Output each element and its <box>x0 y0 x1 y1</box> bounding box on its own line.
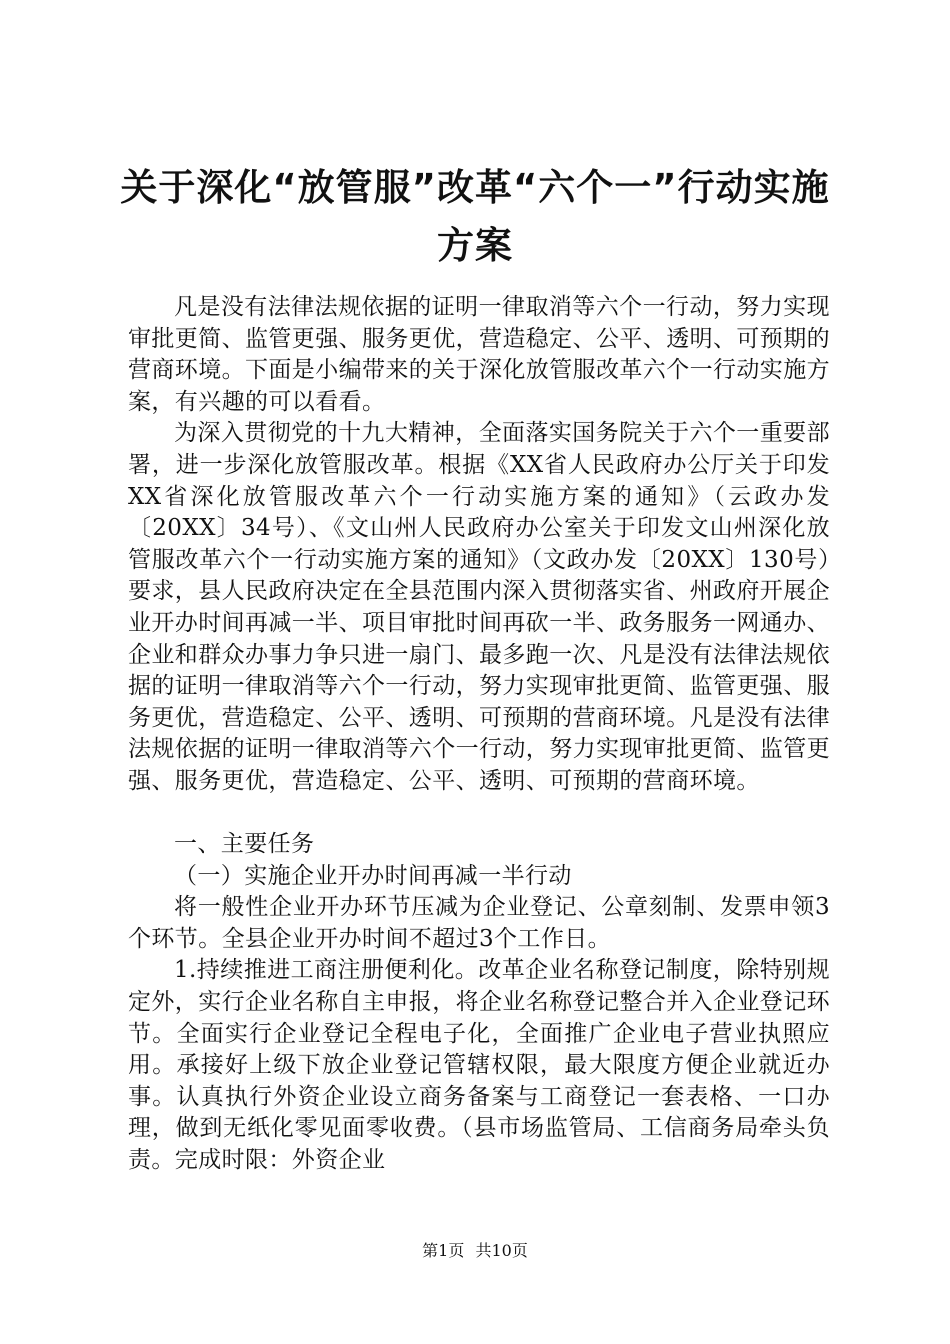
intro-paragraph: 凡是没有法律法规依据的证明一律取消等六个一行动，努力实现审批更简、监管更强、服务更优，营造稳定、公平、透明、可预期的营商环境。下面是小编带来的关于深化放管服改革六个一行动实施方案，有兴趣的可以看看。 <box>128 294 830 415</box>
paragraph-spacer <box>128 798 830 830</box>
document-title-line-2: 方案 <box>437 224 513 267</box>
subsection-paragraph: 将一般性企业开办环节压减为企业登记、公章刻制、发票申领3个环节。全县企业开办时间不超过3个工作日。 <box>128 894 830 952</box>
subsection-heading: （一）实施企业开办时间再减一半行动 <box>174 862 572 889</box>
page-total: 共10页 <box>475 1241 528 1260</box>
document-body <box>128 292 830 1177</box>
document-title-line-1: 关于深化“放管服”改革“六个一”行动实施 <box>120 166 830 209</box>
background-paragraph: 为深入贯彻党的十九大精神，全面落实国务院关于六个一重要部署，进一步深化放管服改革。根据《XX省人民政府办公厅关于印发XX省深化放管服改革六个一行动实施方案的通知》（云政办发〔20XX〕34号）、《文山州人民政府办公室关于印发文山州深化放管服改革六个一行动实施方案的通知》（文政办发〔20XX〕130号）要求，县人民政府决定在全县范围内深入贯彻落实省、州政府开展企业开办时间再减一半、项目审批时间再砍一半、政务服务一网通办、企业和群众办事力争只进一扇门、最多跑一次、凡是没有法律法规依据的证明一律取消等六个一行动，努力实现审批更简、监管更强、服务更优，营造稳定、公平、透明、可预期的营商环境。凡是没有法律法规依据的证明一律取消等六个一行动，努力实现审批更简、监管更强、服务更优，营造稳定、公平、透明、可预期的营商环境。 <box>128 420 830 794</box>
page-number: 第1页 <box>422 1241 465 1260</box>
item-paragraph: 1.持续推进工商注册便利化。改革企业名称登记制度，除特别规定外，实行企业名称自主申报，将企业名称登记整合并入企业登记环节。全面实行企业登记全程电子化，全面推广企业电子营业执照应用。承接好上级下放企业登记管辖权限，最大限度方便企业就近办事。认真执行外资企业设立商务备案与工商登记一套表格、一口办理，做到无纸化零见面零收费。（县市场监管局、工信商务局牵头负责。完成时限：外资企业 <box>128 957 830 1174</box>
page-footer <box>0 1241 950 1261</box>
section-heading: 一、主要任务 <box>174 831 315 858</box>
